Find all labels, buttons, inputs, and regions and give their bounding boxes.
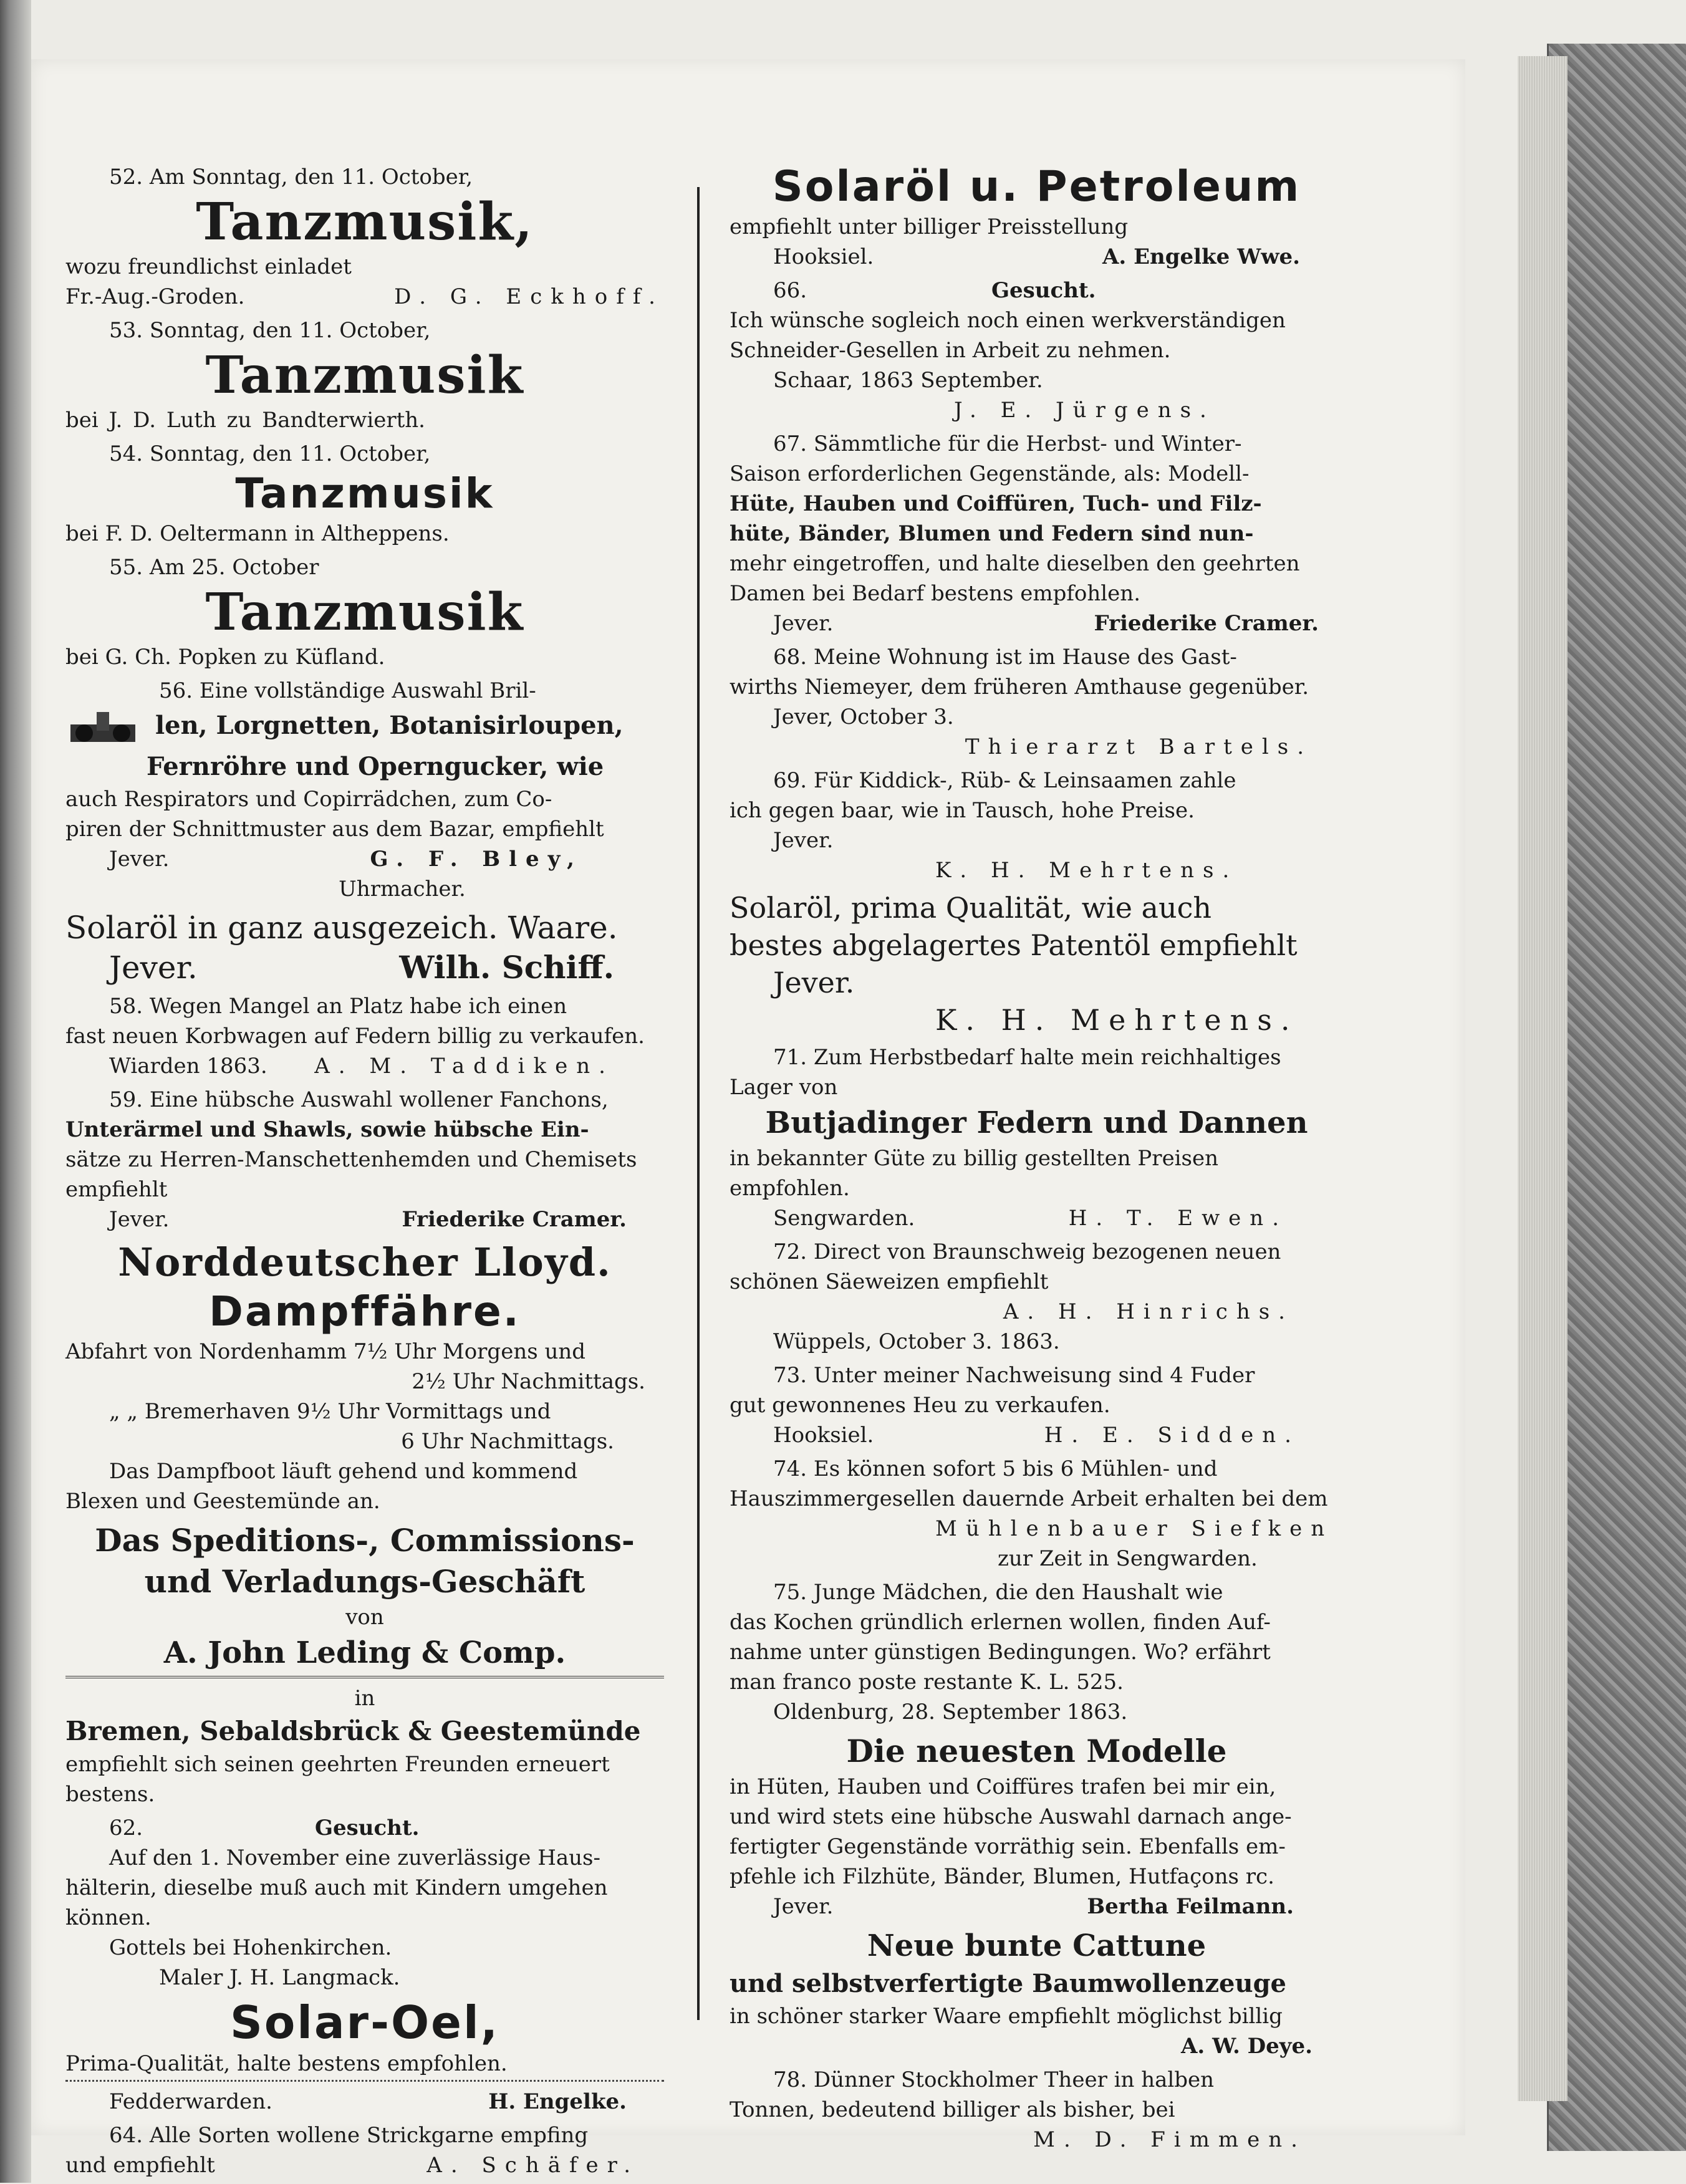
ad-signature: J. E. Jürgens. <box>954 398 1215 423</box>
ad-headline: Tanzmusik, <box>196 192 534 252</box>
ad-text: fertigter Gegenstände vorräthig sein. Ebenfalls em- <box>730 1834 1286 1859</box>
ad-text: 59. Eine hübsche Auswahl wollener Fanchons, <box>109 1087 609 1112</box>
ad-text: 53. Sonntag, den 11. October, <box>109 318 431 343</box>
ad-text: hälterin, dieselbe muß auch mit Kindern umgehen <box>65 1875 608 1900</box>
ad-text: in Hüten, Hauben und Coiffüres trafen bei mir ein, <box>730 1774 1276 1799</box>
ad-place: Oldenburg, 28. September 1863. <box>773 1700 1128 1725</box>
ad-signature: A. Schäfer. <box>426 2153 639 2178</box>
ad-headline: Solaröl in ganz ausgezeich. Waare. <box>65 910 618 946</box>
ad-text: in bekannter Güte zu billig gestellten Preisen empfohlen. <box>730 1146 1219 1201</box>
ad-text: hüte, Bänder, Blumen und Federn sind nun- <box>730 521 1254 546</box>
ad-solar-oel <box>65 1996 664 2117</box>
ad-text: 71. Zum Herbstbedarf halte mein reichhaltiges <box>773 1045 1281 1070</box>
ad-place: Jever. <box>773 828 834 853</box>
ad-text: 73. Unter meiner Nachweisung sind 4 Fuder <box>773 1363 1255 1388</box>
ad-role: Uhrmacher. <box>339 877 466 902</box>
ad-text: Abfahrt von Nordenhamm 7½ Uhr Morgens und <box>65 1339 586 1364</box>
ad-place: Jever. <box>109 950 198 986</box>
ad-59 <box>65 1085 664 1234</box>
ad-74 <box>730 1454 1344 1574</box>
ad-text: pfehle ich Filzhüte, Bänder, Blumen, Hutfaçons rc. <box>730 1864 1274 1889</box>
ad-signature: H. Engelke. <box>488 2089 627 2114</box>
ad-place: Schaar, 1863 September. <box>773 368 1043 393</box>
ad-text: von <box>345 1605 384 1630</box>
ad-66 <box>730 276 1344 425</box>
ad-text: können. <box>65 1905 152 1930</box>
ad-signature: H. E. Sidden. <box>1044 1423 1300 1448</box>
ad-signature: Friederike Cramer. <box>1094 611 1319 636</box>
ad-text: empfiehlt unter billiger Preisstellung <box>730 214 1129 239</box>
page-block-edge <box>1518 56 1568 2101</box>
ad-signature: H. T. Ewen. <box>1068 1206 1288 1231</box>
ad-headline: Tanzmusik <box>205 582 524 642</box>
ad-number: 62. <box>109 1816 143 1840</box>
ad-text: 64. Alle Sorten wollene Strickgarne empfing <box>109 2123 589 2148</box>
ad-text: Schneider-Gesellen in Arbeit zu nehmen. <box>730 338 1171 363</box>
ad-signature: K. H. Mehrtens. <box>935 1003 1299 1037</box>
ad-text: piren der Schnittmuster aus dem Bazar, empfiehlt <box>65 817 604 842</box>
ad-text: 54. Sonntag, den 11. October, <box>109 441 431 466</box>
ad-text: Damen bei Bedarf bestens empfohlen. <box>730 581 1140 606</box>
ad-text: 67. Sämmtliche für die Herbst- und Winter- <box>773 431 1242 456</box>
ad-54 <box>65 439 664 549</box>
ad-71 <box>730 1042 1344 1233</box>
ad-57 <box>65 908 664 988</box>
ad-signature: bei F. D. Oeltermann in Altheppens. <box>65 521 450 546</box>
ad-signature: Mühlenbauer Siefken <box>935 1516 1334 1541</box>
ad-55 <box>65 552 664 672</box>
ad-text: in schöner starker Waare empfiehlt möglichst billig <box>730 2004 1283 2029</box>
ad-text: Prima-Qualität, halte bestens empfohlen. <box>65 2051 508 2076</box>
ad-text: fast neuen Korbwagen auf Federn billig zu verkaufen. <box>65 1024 645 1049</box>
ad-place: Jever. <box>109 847 170 872</box>
ad-text: Hüte, Hauben und Coiffüren, Tuch- und Filz- <box>730 491 1262 516</box>
ad-text: 58. Wegen Mangel an Platz habe ich einen <box>109 994 567 1019</box>
ad-text: ich gegen baar, wie in Tausch, hohe Preise. <box>730 798 1195 823</box>
left-column <box>65 162 664 2184</box>
ad-place: Jever. <box>773 611 834 636</box>
ad-text: len, Lorgnetten, Botanisirloupen, <box>155 711 624 740</box>
ad-headline: Butjadinger Federn und Dannen <box>765 1105 1308 1140</box>
ad-text: Hauszimmergesellen dauernde Arbeit erhalten bei dem <box>730 1486 1328 1511</box>
ad-53 <box>65 315 664 435</box>
ad-78 <box>730 2065 1344 2155</box>
ad-58 <box>65 991 664 1081</box>
ad-place: Jever, October 3. <box>773 705 954 729</box>
ad-62 <box>65 1813 664 1993</box>
ad-text: schönen Säeweizen empfiehlt <box>730 1269 1049 1294</box>
ad-text: Das Dampfboot läuft gehend und kommend <box>109 1459 578 1484</box>
ad-text: und wird stets eine hübsche Auswahl darnach ange- <box>730 1804 1292 1829</box>
ad-text: Auf den 1. November eine zuverlässige Haus- <box>109 1845 600 1870</box>
ad-modelle <box>730 1731 1344 1922</box>
column-rule <box>697 187 700 2020</box>
ad-place: zur Zeit in Sengwarden. <box>998 1546 1258 1571</box>
ad-70 <box>730 889 1344 1039</box>
ad-place: Jever. <box>773 1894 834 1919</box>
ad-number: 66. <box>773 278 807 303</box>
ad-text: in <box>354 1686 375 1711</box>
ad-signature: Friederike Cramer. <box>402 1207 627 1232</box>
ad-headline: Solaröl u. Petroleum <box>772 162 1301 211</box>
ad-text: empfiehlt <box>65 1177 168 1202</box>
ad-cattune <box>730 1925 1344 2061</box>
ad-text: Saison erforderlichen Gegenstände, als: Modell- <box>730 461 1250 486</box>
ad-text: gut gewonnenes Heu zu verkaufen. <box>730 1393 1110 1418</box>
ad-text: 69. Für Kiddick-, Rüb- & Leinsaamen zahle <box>773 768 1236 793</box>
book-gutter <box>0 0 31 2183</box>
ad-headline: Die neuesten Modelle <box>846 1733 1227 1769</box>
ad-headline: und selbstverfertigte Baumwollenzeuge <box>730 1969 1287 1998</box>
ad-place: Jever. <box>773 966 855 999</box>
ad-signature: G. F. Bley, <box>370 847 583 872</box>
ad-text: das Kochen gründlich erlernen wollen, finden Auf- <box>730 1610 1271 1635</box>
ad-text: 6 Uhr Nachmittags. <box>401 1429 614 1454</box>
ad-headline: Tanzmusik <box>205 345 524 405</box>
ad-text: 75. Junge Mädchen, die den Haushalt wie <box>773 1580 1223 1605</box>
ad-signature: Wilh. Schiff. <box>399 949 614 986</box>
ad-64 <box>65 2120 664 2180</box>
ad-headline: Gesucht. <box>991 278 1096 303</box>
ad-text: 56. Eine vollständige Auswahl Bril- <box>159 678 536 703</box>
ad-signature: Bertha Feilmann. <box>1087 1894 1294 1919</box>
ad-divider <box>65 1676 664 1678</box>
ad-text: 72. Direct von Braunschweig bezogenen neuen <box>773 1239 1281 1264</box>
ad-text: „ „ Bremerhaven 9½ Uhr Vormittags und <box>109 1399 551 1424</box>
right-column <box>730 162 1344 2158</box>
ad-69 <box>730 766 1344 885</box>
ad-signature: Maler J. H. Langmack. <box>159 1965 400 1990</box>
ad-text: Blexen und Geestemünde an. <box>65 1489 380 1514</box>
ad-text: 78. Dünner Stockholmer Theer in halben <box>773 2067 1215 2092</box>
ad-signature: M. D. Fimmen. <box>1033 2127 1306 2152</box>
ad-text: mehr eingetroffen, und halte dieselben den geehrten <box>730 551 1300 576</box>
ad-text: sätze zu Herren-Manschettenhemden und Chemisets <box>65 1147 637 1172</box>
ad-text: 52. Am Sonntag, den 11. October, <box>109 165 473 190</box>
ad-headline: Solaröl, prima Qualität, wie auch <box>730 891 1212 925</box>
ad-text: man franco poste restante K. L. 525. <box>730 1670 1124 1695</box>
ad-text: Unterärmel und Shawls, sowie hübsche Ein- <box>65 1117 589 1142</box>
ad-place: Wiarden 1863. <box>109 1054 267 1079</box>
ad-text: Fernröhre und Operngucker, wie <box>147 752 604 781</box>
ad-headline: Norddeutscher Lloyd. <box>118 1239 612 1285</box>
ad-headline: Tanzmusik <box>235 469 494 517</box>
ad-text: wirths Niemeyer, dem früheren Amthause gegenüber. <box>730 675 1309 700</box>
ad-place: Wüppels, October 3. 1863. <box>773 1329 1060 1354</box>
ad-text: bestens. <box>65 1782 155 1807</box>
binoculars-icon <box>65 706 140 749</box>
ad-headline: bestes abgelagertes Patentöl empfiehlt <box>730 928 1298 962</box>
ad-speditions <box>65 1520 664 1809</box>
ad-56 <box>65 676 664 904</box>
ad-headline: Bremen, Sebaldsbrück & Geestemünde <box>65 1716 641 1746</box>
ad-signature: K. H. Mehrtens. <box>935 858 1238 883</box>
ad-52 <box>65 162 664 312</box>
ad-72 <box>730 1237 1344 1357</box>
ad-67 <box>730 429 1344 638</box>
ad-signature: D. G. Eckhoff. <box>394 284 664 309</box>
ad-text: Tonnen, bedeutend billiger als bisher, bei <box>730 2097 1175 2122</box>
ad-signature: A. M. Taddiken. <box>314 1054 614 1079</box>
ad-place: Hooksiel. <box>773 1423 874 1448</box>
ad-firm-name: A. John Leding & Comp. <box>163 1635 566 1670</box>
ad-divider <box>65 2080 664 2082</box>
ad-text: nahme unter günstigen Bedingungen. Wo? erfährt <box>730 1640 1271 1665</box>
ad-headline: Neue bunte Cattune <box>867 1928 1207 1963</box>
ad-place: Fr.-Aug.-Groden. <box>65 284 245 309</box>
ad-place: Hooksiel. <box>773 244 874 269</box>
ad-place: Jever. <box>109 1207 170 1232</box>
ad-signature: A. Engelke Wwe. <box>1102 244 1300 269</box>
ad-headline: und Verladungs-Geschäft <box>144 1563 585 1600</box>
ad-signature: bei G. Ch. Popken zu Küfland. <box>65 645 385 670</box>
book-cover-edge <box>1547 44 1686 2151</box>
ad-text: 74. Es können sofort 5 bis 6 Mühlen- und <box>773 1456 1218 1481</box>
ad-signature: Thierarzt Bartels. <box>965 734 1313 759</box>
ad-text: 68. Meine Wohnung ist im Hause des Gast- <box>773 645 1237 670</box>
ad-lloyd <box>65 1238 664 1516</box>
ad-place: Sengwarden. <box>773 1206 915 1231</box>
ad-signature: A. W. Deye. <box>1181 2034 1313 2059</box>
ad-text: 2½ Uhr Nachmittags. <box>412 1369 645 1394</box>
ad-place: Gottels bei Hohenkirchen. <box>109 1935 392 1960</box>
ad-text: wozu freundlichst einladet <box>65 254 352 279</box>
ad-signature: bei J. D. Luth zu Bandterwierth. <box>65 408 425 433</box>
ad-headline: Gesucht. <box>315 1816 420 1840</box>
ad-place: Fedderwarden. <box>109 2089 272 2114</box>
ad-text: auch Respirators und Copirrädchen, zum Co- <box>65 787 552 812</box>
ad-text: 55. Am 25. October <box>109 555 319 580</box>
ad-headline: Das Speditions-, Commissions- <box>95 1522 635 1559</box>
ad-headline: Dampffähre. <box>209 1287 521 1335</box>
ad-73 <box>730 1360 1344 1450</box>
ad-68 <box>730 642 1344 762</box>
ad-text: und empfiehlt <box>65 2153 215 2178</box>
ad-75 <box>730 1577 1344 1727</box>
ad-headline: Solar-Oel, <box>229 1996 500 2049</box>
ad-signature: A. H. Hinrichs. <box>1003 1299 1294 1324</box>
ad-text: Lager von <box>730 1075 838 1100</box>
ad-text: Ich wünsche sogleich noch einen werkverständigen <box>730 308 1286 333</box>
ad-petroleum <box>730 162 1344 272</box>
ad-text: empfiehlt sich seinen geehrten Freunden erneuert <box>65 1752 610 1777</box>
